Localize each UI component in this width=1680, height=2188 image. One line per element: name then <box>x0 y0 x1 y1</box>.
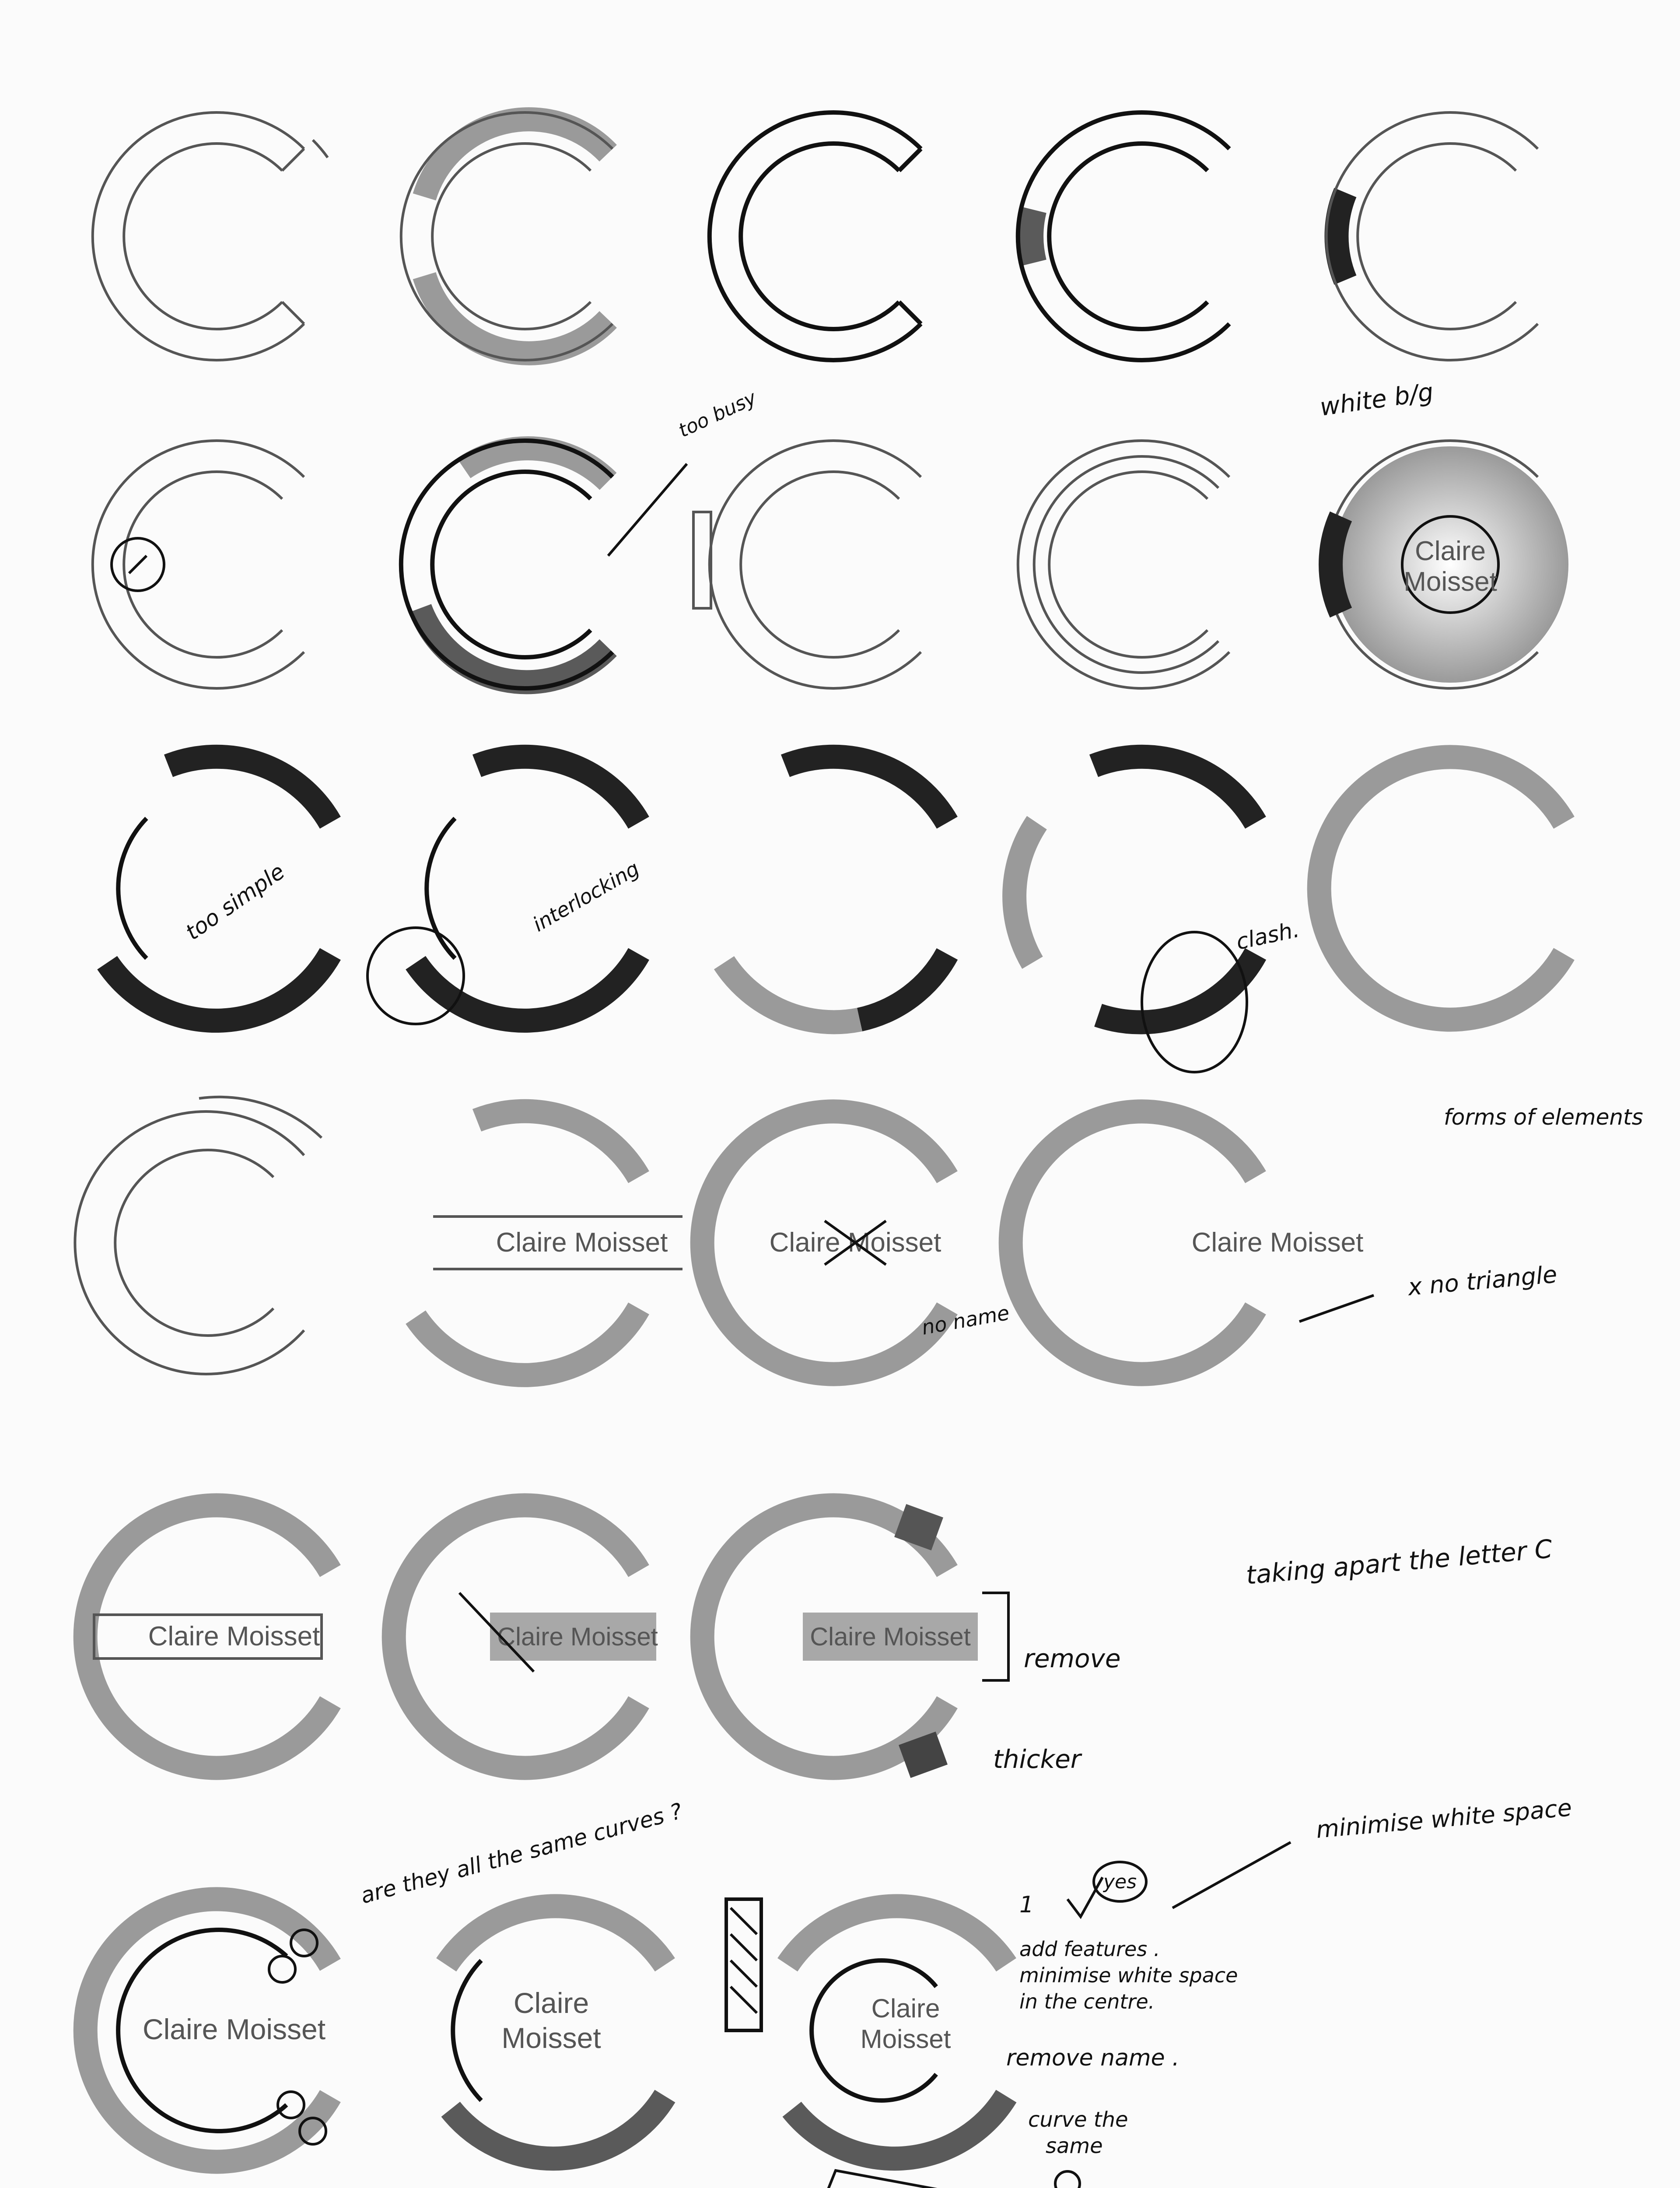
note-too-simple: too simple <box>181 859 290 945</box>
name-label: Claire Moisset <box>1191 1227 1364 1258</box>
note-yes: yes <box>1103 1871 1137 1893</box>
note-taking-apart: taking apart the letter C <box>1245 1533 1554 1590</box>
note-interlocking: interlocking <box>528 856 644 936</box>
name-label: Claire Moisset <box>497 1623 658 1651</box>
note-add-features: add features . <box>1019 1937 1160 1961</box>
name-label: Claire Moisset <box>810 1623 971 1651</box>
note-clash: clash. <box>1234 916 1302 955</box>
name-line-2: Moisset <box>501 2022 601 2054</box>
name-line-1: Claire <box>1415 536 1486 566</box>
note-no-name: no name <box>920 1301 1012 1339</box>
name-label: Claire Moisset <box>496 1227 668 1258</box>
note-remove-name: remove name . <box>1006 2045 1180 2071</box>
note-too-busy: too busy <box>675 386 760 442</box>
note-minimise-white-space: minimise white space <box>1315 1794 1573 1844</box>
note-forms-of-elements: forms of elements <box>1444 1105 1643 1130</box>
note-curve-the: curve the <box>1028 2107 1128 2132</box>
note-one: 1 <box>1019 1892 1034 1918</box>
note-white-bg: white b/g <box>1318 378 1435 422</box>
note-remove: remove <box>1024 1644 1121 1673</box>
name-line-2: Moisset <box>1404 567 1497 597</box>
name-line-2: Moisset <box>860 2024 951 2054</box>
name-label: Claire Moisset <box>769 1227 942 1258</box>
note-in-the-centre: in the centre. <box>1019 1990 1155 2013</box>
note-same-curves: are they all the same curves ? <box>358 1798 685 1909</box>
name-line-1: Claire <box>871 1994 940 2023</box>
name-label: Claire Moisset <box>142 2013 326 2045</box>
name-label: Claire Moisset <box>148 1621 320 1652</box>
note-same: same <box>1046 2134 1103 2158</box>
note-no-triangle: x no triangle <box>1407 1260 1558 1301</box>
note-thicker: thicker <box>993 1744 1081 1774</box>
name-line-1: Claire <box>513 1987 589 2019</box>
note-minimise-centre: minimise white space <box>1019 1964 1238 1987</box>
